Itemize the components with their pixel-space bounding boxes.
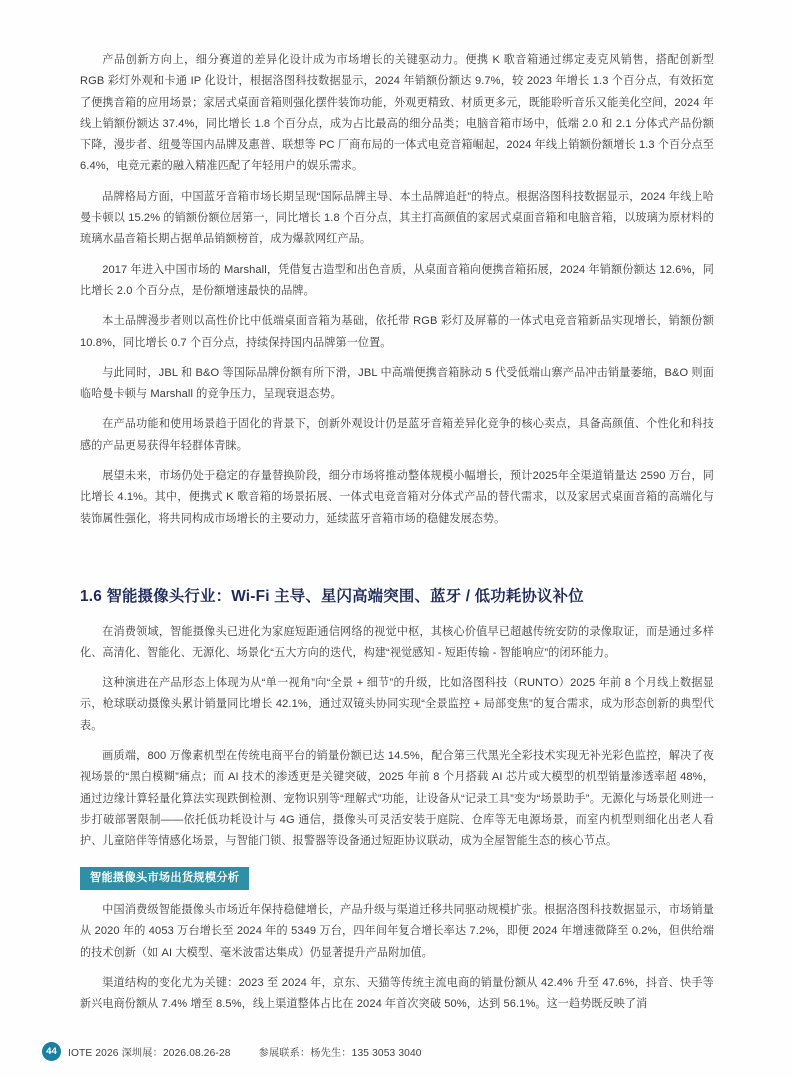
paragraph: 这种演进在产品形态上体现为从“单一视角”向“全景 + 细节”的升级，比如洛图科技（RUNTO）2025 年前 8 个月线上数据显示，枪球联动摄像头累计销量同比增长 42.1%，通过双镜头协同实现“全景监控 + 局部变焦”的复合需求，成为形态创新的典型代表。 (80, 677, 714, 732)
paragraph: 与此同时，JBL 和 B&O 等国际品牌份额有所下滑，JBL 中高端便携音箱脉动 5 代受低端山寨产品冲击销量萎缩，B&O 则面临哈曼卡顿与 Marshall 的竞争压力，呈现衰退态势。 (80, 366, 714, 401)
section-spacer (80, 539, 714, 585)
paragraph: 产品创新方向上，细分赛道的差异化设计成为市场增长的关键驱动力。便携 K 歌音箱通过绑定麦克风销售，搭配创新型 RGB 彩灯外观和卡通 IP 化设计，根据洛图科技数据显示，2024 年销额份额达 9.7%，较 2023 年增长 1.3 个百分点，有效拓宽了便携音箱的应用场景；家居式桌面音箱则强化摆件装饰功能，外观更精致、材质更多元，既能聆听音乐又能美化空间，2024 年线上销额份额达 37.4%，同比增长 1.8 个百分点，成为占比最高的细分品类；电脑音箱市场中，低端 2.0 和 2.1 分体式产品份额下降，漫步者、纽曼等国内品牌及惠普、联想等 PC 厂商布局的一体式电竞音箱崛起，2024 年线上销额份额增长 1.3 个百分点至 6.4%，电竞元素的融入精准匹配了年轻用户的娱乐需求。 (80, 54, 714, 173)
paragraph: 中国消费级智能摄像头市场近年保持稳健增长，产品升级与渠道迁移共同驱动规模扩张。根据洛图科技数据显示，市场销量从 2020 年的 4053 万台增长至 2024 年的 5349 万台，四年间年复合增长率达 7.2%，即便 2024 年增速微降至 0.2%，但供给端的技术创新（如 AI 大模型、毫米波雷达集成）仍显著提升产品附加值。 (80, 904, 714, 959)
paragraph: 本土品牌漫步者则以高性价比中低端桌面音箱为基础，依托带 RGB 彩灯及屏幕的一体式电竞音箱新品实现增长，销额份额 10.8%，同比增长 0.7 个百分点，持续保持国内品牌第一位置。 (80, 315, 714, 349)
paragraph: 渠道结构的变化尤为关键：2023 至 2024 年，京东、天猫等传统主流电商的销量份额从 42.4% 升至 47.6%，抖音、快手等新兴电商份额从 7.4% 增至 8.5%，线上渠道整体占比在 2024 年首次突破 50%，达到 56.1%。这一趋势既反映了消 (80, 977, 714, 1011)
footer-contact-info: 参展联系：杨先生：135 3053 3040 (258, 1048, 422, 1059)
page-footer (42, 1042, 422, 1061)
page-number-badge: 44 (42, 1042, 61, 1061)
subsection-badge: 智能摄像头市场出货规模分析 (80, 867, 249, 891)
section-heading: 1.6 智能摄像头行业：Wi-Fi 主导、星闪高端突围、蓝牙 / 低功耗协议补位 (80, 587, 584, 605)
paragraph: 画质端，800 万像素机型在传统电商平台的销量份额已达 14.5%，配合第三代黑光全彩技术实现无补光彩色监控，解决了夜视场景的“黑白模糊”痛点；而 AI 技术的渗透更是关键突破，2025 年前 8 个月搭载 AI 芯片或大模型的机型销量渗透率超 48%，通过边缘计算轻量化算法实现跌倒检测、宠物识别等“理解式”功能，让设备从“记录工具”变为“场景助手”。无源化与场景化则进一步打破部署限制——依托低功耗设计与 4G 通信，摄像头可灵活安装于庭院、仓库等无电源场景，而室内机型则细化出老人看护、儿童陪伴等情感化场景，与智能门锁、报警器等设备通过短距协议联动，成为全屋智能生态的核心节点。 (80, 750, 714, 848)
paragraph: 2017 年进入中国市场的 Marshall，凭借复古造型和出色音质，从桌面音箱向便携音箱拓展，2024 年销额份额达 12.6%，同比增长 2.0 个百分点，是份额增速最快的品牌。 (80, 263, 714, 297)
page-content (80, 50, 714, 1025)
paragraph: 展望未来，市场仍处于稳定的存量替换阶段，细分市场将推动整体规模小幅增长，预计2025年全渠道销量达 2590 万台，同比增长 4.1%。其中，便携式 K 歌音箱的场景拓展、一体式电竞音箱对分体式产品的替代需求，以及家居式桌面音箱的高端化与装饰属性强化，将共同构成市场增长的主要动力，延续蓝牙音箱市场的稳健发展态势。 (80, 470, 714, 525)
paragraph: 品牌格局方面，中国蓝牙音箱市场长期呈现“国际品牌主导、本土品牌追赶”的特点。根据洛图科技数据显示，2024 年线上哈曼卡顿以 15.2% 的销额份额位居第一，同比增长 1.8 个百分点，其主打高颜值的家居式桌面音箱和电脑音箱，以玻璃为原材料的琉璃水晶音箱长期占据单品销额榜首，成为爆款网红产品。 (80, 190, 714, 246)
paragraph: 在消费领域，智能摄像头已进化为家庭短距通信网络的视觉中枢，其核心价值早已超越传统安防的录像取证，而是通过多样化、高清化、智能化、无源化、场景化“五大方向的迭代，构建“视觉感知 - 短距传输 - 智能响应”的闭环能力。 (80, 625, 714, 659)
footer-event-info: IOTE 2026 深圳展：2026.08.26-28 (68, 1048, 231, 1059)
subsection-badge-row (80, 867, 714, 891)
paragraph: 在产品功能和使用场景趋于固化的背景下，创新外观设计仍是蓝牙音箱差异化竞争的核心卖点，具备高颜值、个性化和科技感的产品更易获得年轻群体青睐。 (80, 418, 714, 452)
